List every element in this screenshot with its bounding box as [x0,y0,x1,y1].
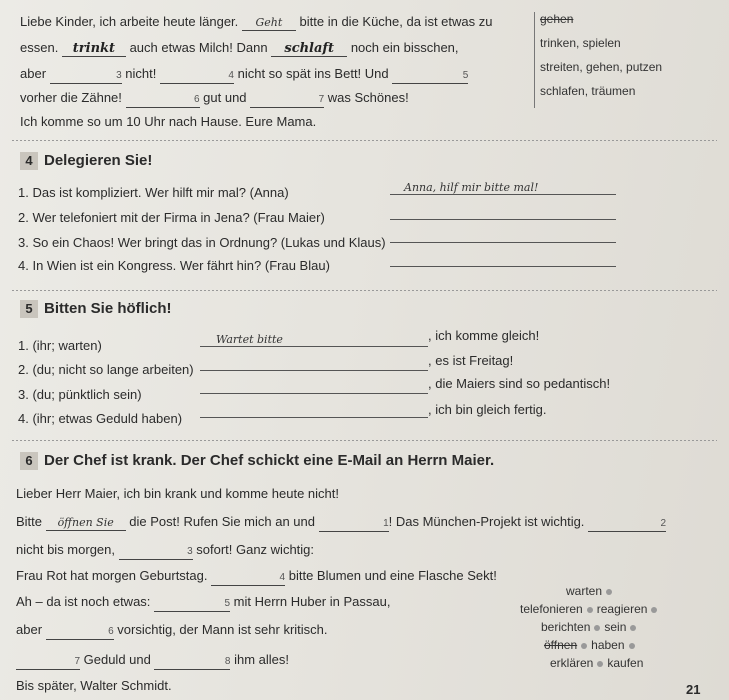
text: kaufen [607,656,644,670]
text: Delegieren Sie! [44,152,153,169]
text: Liebe Kinder, ich arbeite heute länger. [20,14,239,29]
s5-tail: , die Maiers sind so pedantisch! [428,376,611,391]
s4-question: 1. Das ist kompliziert. Wer hilft mir mal? (Anna) [18,185,289,200]
section-number: 5 [20,300,38,318]
email-line-6 [16,652,289,670]
blank-oeffnen[interactable]: öffnen Sie [46,516,126,531]
blank-1[interactable]: 1 [319,517,389,532]
section-6-title [20,452,494,470]
s4-answer-line[interactable] [390,194,616,195]
email-line-1 [16,514,666,532]
text: erklären [550,656,594,670]
page-number: 21 [686,682,701,697]
text: gut und [203,90,247,105]
email-greeting: Lieber Herr Maier, ich bin krank und komme heute nicht! [16,486,339,501]
text: Der Chef ist krank. Der Chef schickt eine E-Mail an Herrn Maier. [44,452,495,469]
text: Bitten Sie höflich! [44,300,172,317]
s5-answer-line[interactable] [200,346,428,347]
text: Frau Rot hat morgen Geburtstag. [16,568,208,583]
blank-3[interactable]: 3 [50,69,122,84]
text: vorher die Zähne! [20,90,122,105]
top-line-3 [20,66,468,84]
s5-question: 1. (ihr; warten) [18,338,102,353]
wordbank-item: streiten, gehen, putzen [540,60,663,74]
email-line-4 [16,594,390,612]
section-number: 6 [20,452,38,470]
blank-5[interactable]: 5 [392,69,468,84]
text: auch etwas Milch! Dann [129,40,268,55]
section-4-title [20,152,152,170]
text: ! Das München-Projekt ist wichtig. [388,514,585,529]
bullet-icon [594,625,600,631]
bullet-icon [630,625,636,631]
wordbank-row [520,602,661,616]
s4-answer: Anna, hilf mir bitte mal! [404,181,539,194]
text: reagieren [596,602,648,616]
bullet-icon [597,661,603,667]
text: bitte in die Küche, da ist etwas zu [299,14,493,29]
top-line-4 [20,90,409,108]
s5-question: 4. (ihr; etwas Geduld haben) [18,411,183,426]
text: öffnen [544,638,578,652]
top-line-1 [20,14,492,31]
email-line-3 [16,568,497,586]
blank-4[interactable]: 4 [211,571,285,586]
text: Bitte [16,514,43,529]
section-5-title [20,300,172,318]
text: vorsichtig, der Mann ist sehr kritisch. [117,622,328,637]
s4-answer-line[interactable] [390,219,616,220]
wordbank-divider [534,12,535,108]
email-signature: Bis später, Walter Schmidt. [16,678,172,693]
text: aber [20,66,47,81]
blank-trinkt[interactable]: trinkt [62,42,126,57]
text: was Schönes! [327,90,409,105]
blank-8[interactable]: 8 [154,655,230,670]
blank-3[interactable]: 3 [119,545,193,560]
blank-7[interactable]: 7 [16,655,80,670]
text: gehen [540,12,574,26]
bullet-icon [606,589,612,595]
s5-answer-line[interactable] [200,393,428,394]
text: berichten [541,620,591,634]
s4-answer-line[interactable] [390,242,616,243]
s5-answer-line[interactable] [200,417,428,418]
divider [12,290,717,291]
wordbank-row [566,584,616,598]
blank-2[interactable]: 2 [588,517,666,532]
wordbank-item [540,12,573,26]
text: haben [591,638,625,652]
text: mit Herrn Huber in Passau, [233,594,391,609]
divider [12,140,717,141]
bullet-icon [651,607,657,613]
s5-question: 2. (du; nicht so lange arbeiten) [18,362,194,377]
text: noch ein bisschen, [350,40,459,55]
blank-5[interactable]: 5 [154,597,230,612]
wordbank-item: trinken, spielen [540,36,621,50]
text: warten [566,584,603,598]
email-line-2 [16,542,314,560]
text: sofort! Ganz wichtig: [196,542,315,557]
bullet-icon [587,607,593,613]
s4-answer-line[interactable] [390,266,616,267]
blank-0[interactable]: Geht [242,16,296,31]
wordbank-item: schlafen, träumen [540,84,636,98]
text: sein [604,620,627,634]
blank-6[interactable]: 6 [46,625,114,640]
text: ihm alles! [234,652,290,667]
blank-7[interactable]: 7 [250,93,324,108]
text: aber [16,622,43,637]
text: die Post! Rufen Sie mich an und [129,514,315,529]
wordbank-row [544,638,639,652]
email-line-5 [16,622,328,640]
s4-question: 2. Wer telefoniert mit der Firma in Jena? (Frau Maier) [18,210,325,225]
text: nicht bis morgen, [16,542,115,557]
s5-tail: , ich komme gleich! [428,328,540,343]
text: telefonieren [520,602,583,616]
wordbank-row [541,620,640,634]
blank-4[interactable]: 4 [160,69,234,84]
s5-answer: Wartet bitte [216,333,283,346]
s5-question: 3. (du; pünktlich sein) [18,387,142,402]
top-line-5: Ich komme so um 10 Uhr nach Hause. Eure Mama. [20,114,317,129]
wordbank-row [550,656,643,670]
s5-tail: , es ist Freitag! [428,353,514,368]
s4-question: 4. In Wien ist ein Kongress. Wer fährt hin? (Frau Blau) [18,258,330,273]
s5-answer-line[interactable] [200,370,428,371]
top-line-2 [20,40,459,57]
blank-6[interactable]: 6 [126,93,200,108]
text: essen. [20,40,59,55]
text: bitte Blumen und eine Flasche Sekt! [288,568,497,583]
bullet-icon [629,643,635,649]
bullet-icon [581,643,587,649]
divider [12,440,717,441]
section-number: 4 [20,152,38,170]
s4-question: 3. So ein Chaos! Wer bringt das in Ordnung? (Lukas und Klaus) [18,235,386,250]
text: nicht! [125,66,157,81]
blank-schlaft[interactable]: schlaft [271,42,347,57]
text: nicht so spät ins Bett! Und [237,66,389,81]
text: Geduld und [83,652,151,667]
text: Ah – da ist noch etwas: [16,594,151,609]
s5-tail: , ich bin gleich fertig. [428,402,547,417]
